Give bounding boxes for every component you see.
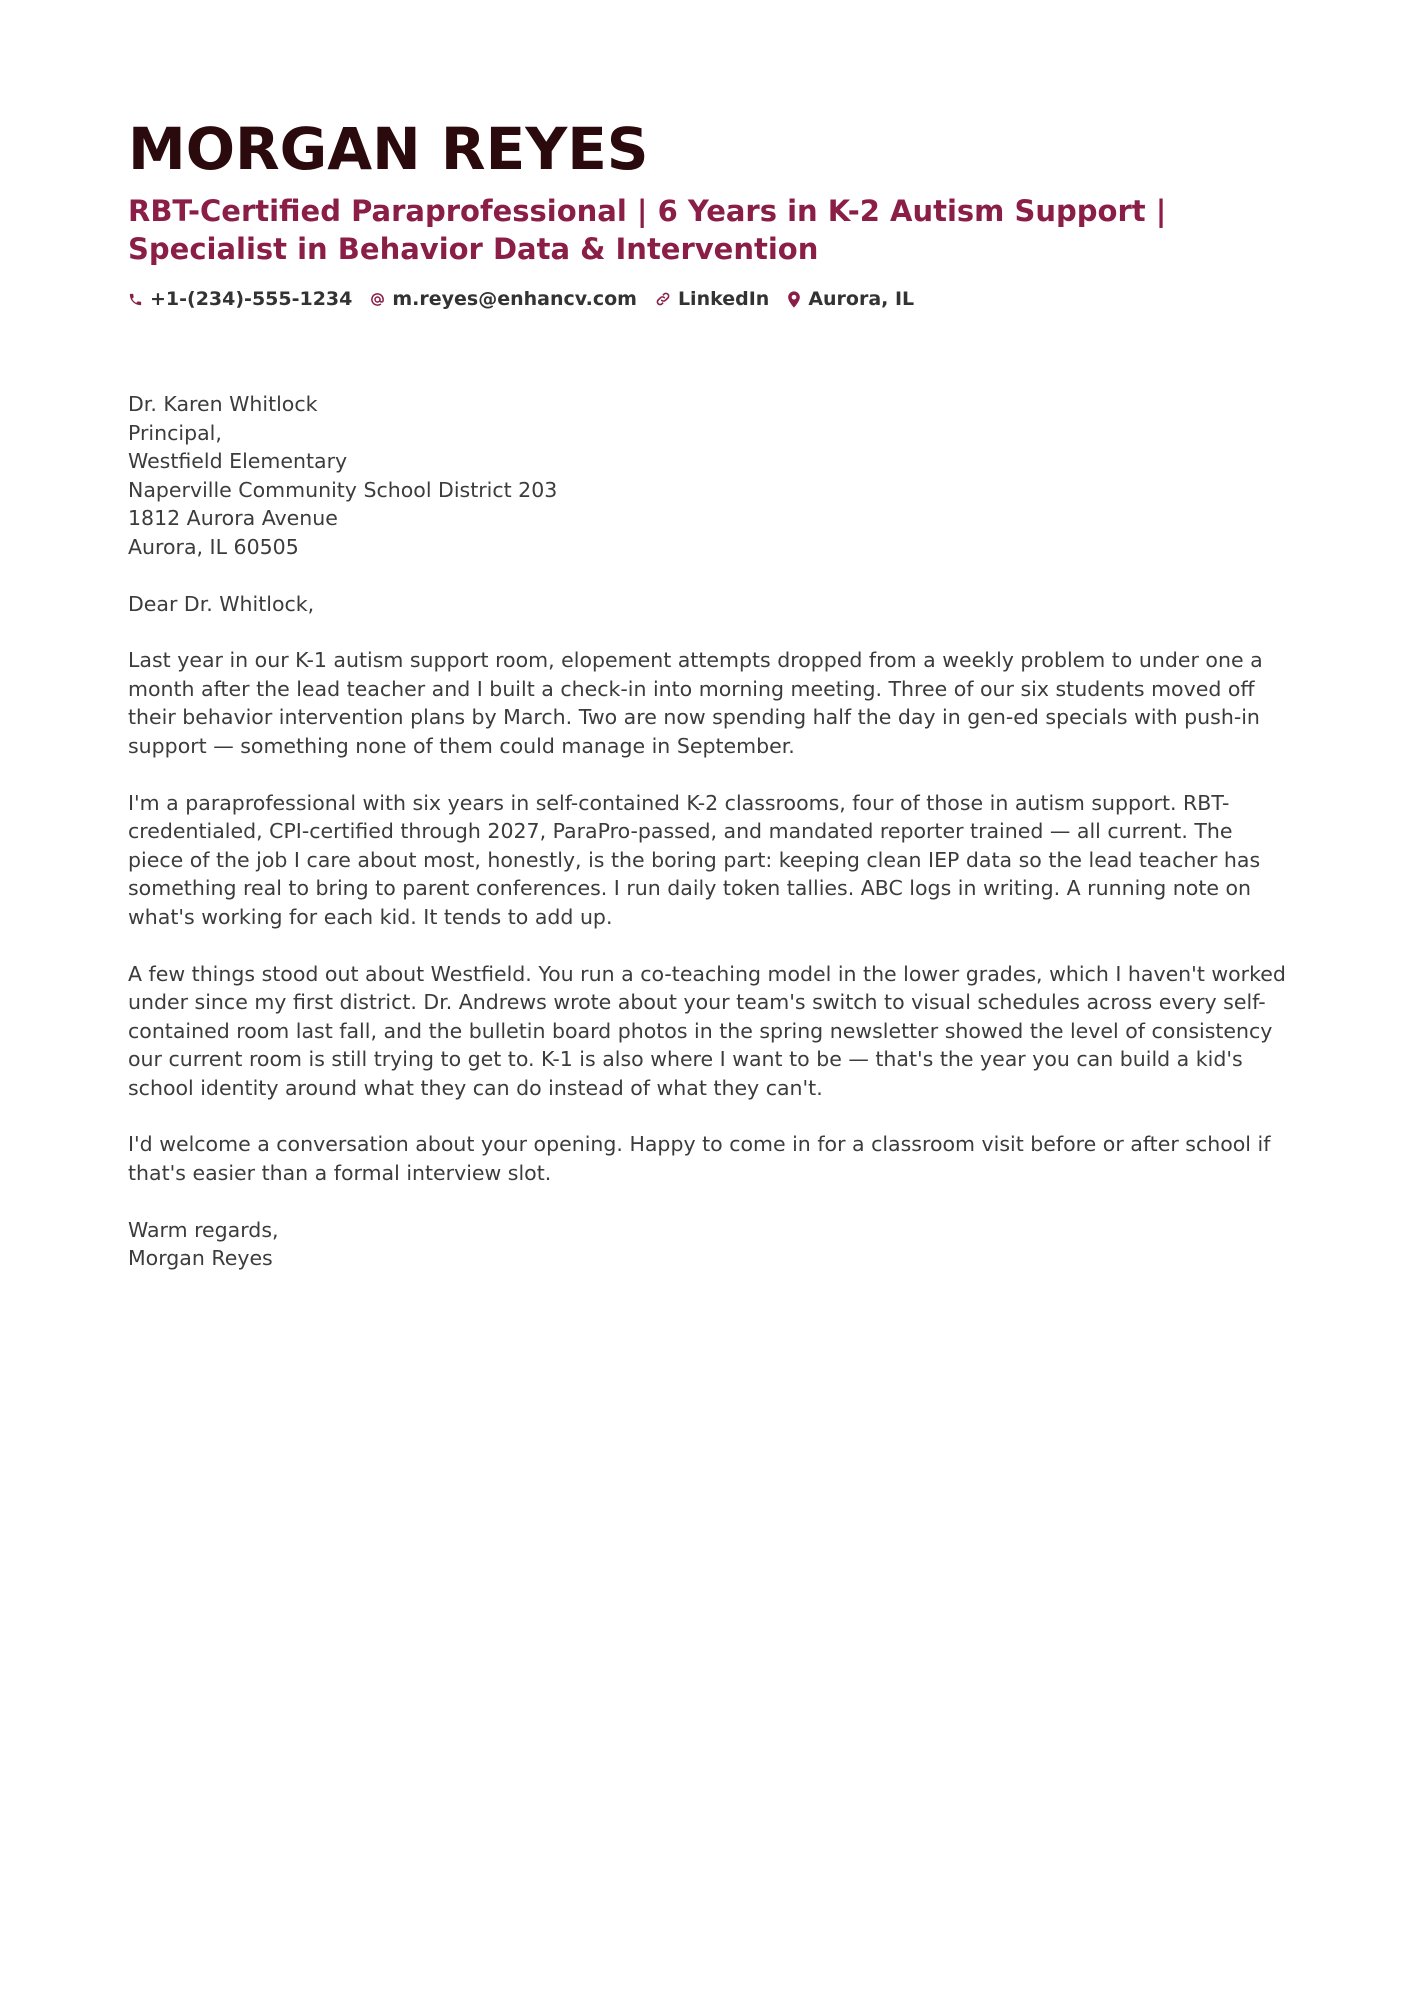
contact-bar xyxy=(128,288,1288,310)
signature: Morgan Reyes xyxy=(128,1246,273,1271)
link-icon xyxy=(655,291,671,307)
recipient-line: Westfield Elementary xyxy=(128,449,348,474)
contact-location xyxy=(787,288,914,310)
phone-icon xyxy=(128,292,143,307)
contact-linkedin[interactable] xyxy=(655,288,769,310)
recipient-line: Dr. Karen Whitlock xyxy=(128,392,318,416)
contact-email[interactable] xyxy=(370,288,637,310)
recipient-line: 1812 Aurora Avenue xyxy=(128,506,338,531)
body-paragraph: A few things stood out about Westfield. You run a co-teaching model in the lower grades, which I haven't worked under since my first district. Dr. Andrews wrote about your team's switch to visual schedules across every self-contained room last fall, and the bulletin board photos in the spring newsletter showed the level of consistency our current room is still trying to get to. K-1 is also where I want to be — that's the year you can build a kid's school identity around what they can do instead of what they can't. xyxy=(128,961,1286,1100)
body-paragraph: I'd welcome a conversation about your opening. Happy to come in for a classroom visit before or after school if that's easier than a formal interview slot. xyxy=(128,1132,1271,1186)
location-text: Aurora, IL xyxy=(808,288,915,310)
letter-header xyxy=(128,0,1288,310)
linkedin-link: LinkedIn xyxy=(677,288,770,310)
valediction: Warm regards, xyxy=(128,1217,279,1242)
at-icon xyxy=(370,292,385,307)
salutation: Dear Dr. Whitlock, xyxy=(128,591,315,616)
recipient-line: Principal, xyxy=(128,420,222,445)
phone-number: +1-(234)-555-1234 xyxy=(150,288,353,310)
applicant-headline: RBT-Certified Paraprofessional | 6 Years in K-2 Autism Support | Specialist in Behavior Data & Intervention xyxy=(128,194,1167,266)
recipient-address xyxy=(128,390,1288,562)
location-pin-icon xyxy=(787,291,801,308)
cover-letter-page xyxy=(128,0,1288,1301)
contact-phone[interactable] xyxy=(128,288,352,310)
body-paragraph: I'm a paraprofessional with six years in self-contained K-2 classrooms, four of those in autism support. RBT-credentialed, CPI-certified through 2027, ParaPro-passed, and mandated reporter trained — all current. The piece of the job I care about most, honestly, is the boring part: keeping clean IEP data so the lead teacher has something real to bring to parent conferences. I run daily token tallies. ABC logs in writing. A running note on what's working for each kid. It tends to add up. xyxy=(128,790,1261,929)
letter-body xyxy=(128,390,1288,1273)
recipient-line: Aurora, IL 60505 xyxy=(128,534,299,559)
closing xyxy=(128,1216,1288,1273)
body-paragraph: Last year in our K-1 autism support room, elopement attempts dropped from a weekly problem to under one a month after the lead teacher and I built a check-in into morning meeting. Three of our six students moved off their behavior intervention plans by March. Two are now spending half the day in gen-ed specials with push-in support — something none of them could manage in September. xyxy=(128,648,1263,758)
applicant-name: MORGAN REYES xyxy=(128,115,649,183)
recipient-line: Naperville Community School District 203 xyxy=(128,477,558,502)
email-address: m.reyes@enhancv.com xyxy=(392,288,637,310)
